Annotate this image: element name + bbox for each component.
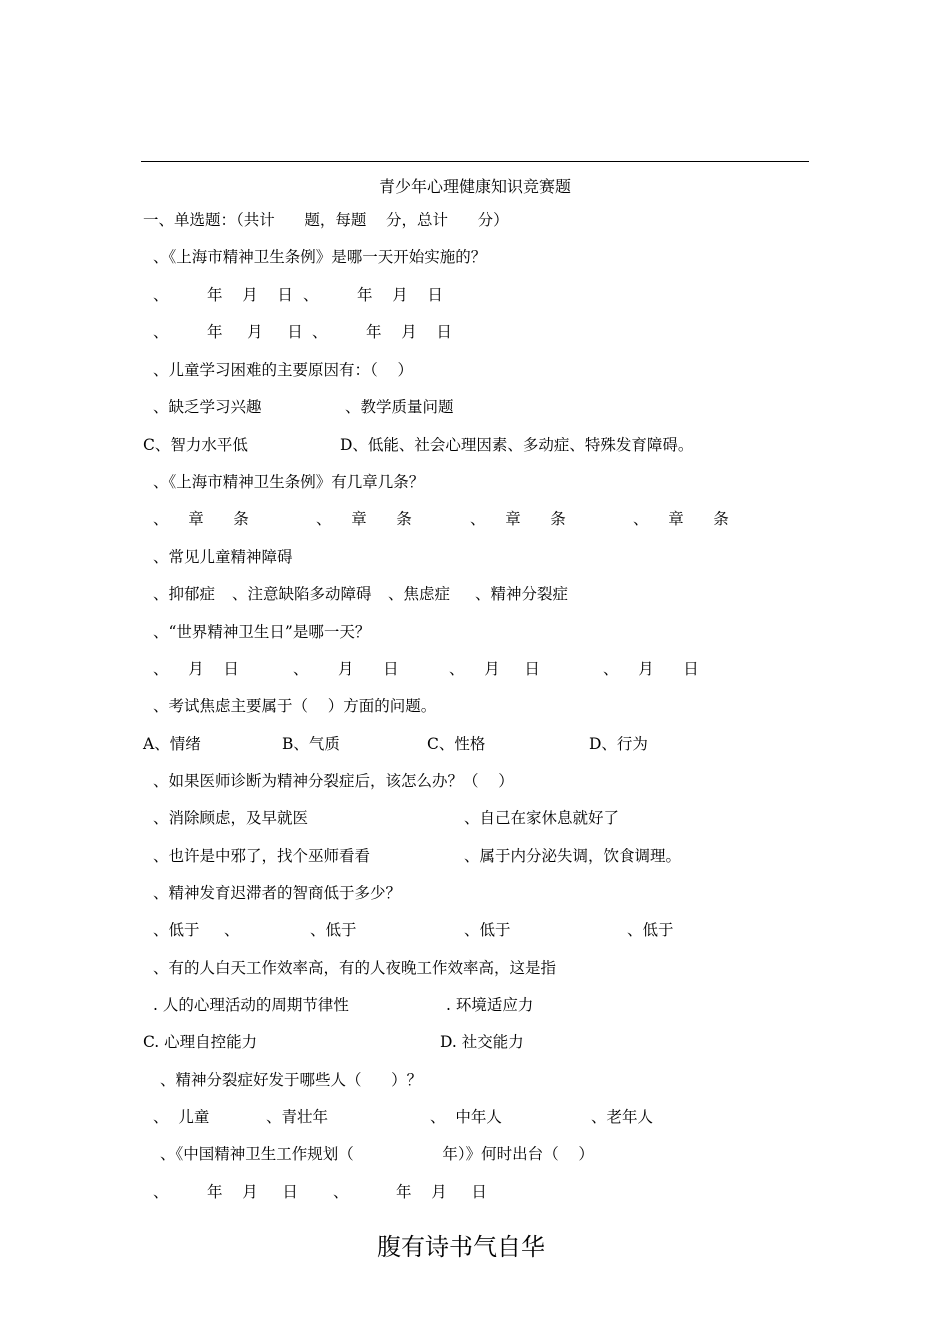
question-4-option-d: 、精神分裂症 [475,585,569,603]
question-4-option-b: 、注意缺陷多动障碍 [232,585,372,603]
question-10-option-b: 、青壮年 [266,1108,329,1126]
question-7-stem: 、如果医师诊断为精神分裂症后，该怎么办？（ ） [153,772,514,790]
question-11-option-a: 、 [153,1183,169,1201]
question-10-option-c: 、 中年人 [430,1108,502,1126]
question-6-option-b: B、气质 [282,735,340,753]
question-1-stem: 、《上海市精神卫生条例》是哪一天开始实施的？ [153,248,487,266]
question-5-stem: 、“世界精神卫生日”是哪一天？ [153,623,371,641]
question-9-option-a: . 人的心理活动的周期节律性 [153,996,349,1014]
page-title: 青少年心理健康知识竞赛题 [378,177,571,196]
section-heading: 一、单选题：（共计 题，每题 分，总计 分） [143,211,509,229]
question-2-option-d: D、低能、社会心理因素、多动症、特殊发育障碍。 [340,436,694,454]
footer-motto: 腹有诗书气自华 [377,1233,545,1261]
question-1-option-c-date: 年 月 日 [207,323,303,341]
question-1-option-c: 、 [153,323,169,341]
question-5-option-c: 、 月 日 [449,660,540,678]
question-6-option-c: C、性格 [427,735,486,753]
question-5-option-a: 、 月 日 [153,660,239,678]
question-8-option-a: 、低于 [153,921,200,939]
question-6-option-a: A、情绪 [143,735,201,753]
question-10-stem: 、精神分裂症好发于哪些人（ ）？ [160,1071,423,1089]
question-2-option-c: C、智力水平低 [143,436,248,454]
question-5-option-d: 、 月 日 [603,660,699,678]
question-3-option-d: 、 章 条 [633,510,729,528]
question-5-option-b: 、 月 日 [293,660,399,678]
question-8-option-b: 、低于 [310,921,357,939]
question-4-option-c: 、焦虑症 [388,585,451,603]
question-7-option-a: 、消除顾虑，及早就医 [153,809,309,827]
question-3-stem: 、《上海市精神卫生条例》有几章几条？ [153,473,425,491]
question-4-option-a: 、抑郁症 [153,585,216,603]
header-rule [141,161,809,162]
question-11-option-b: 、 [333,1183,349,1201]
question-3-option-a: 、 章 条 [153,510,249,528]
question-1-option-a: 、 [153,286,169,304]
question-2-option-b: 、教学质量问题 [345,398,454,416]
question-8-stem: 、精神发育迟滞者的智商低于多少？ [153,884,402,902]
question-10-option-a: 、 儿童 [153,1108,210,1126]
question-8-option-d: 、低于 [627,921,674,939]
question-1-option-d: 、 [312,323,328,341]
question-6-option-d: D、行为 [589,735,648,753]
question-3-option-b: 、 章 条 [316,510,412,528]
question-11-option-a-date: 年 月 日 [207,1183,298,1201]
question-10-option-d: 、老年人 [591,1108,654,1126]
question-9-option-d: D. 社交能力 [440,1033,524,1051]
question-2-option-a: 、缺乏学习兴趣 [153,398,262,416]
question-4-stem: 、常见儿童精神障碍 [153,548,293,566]
question-1-option-a-date: 年 月 日 [207,286,293,304]
question-1-option-b-date: 年 月 日 [357,286,443,304]
question-1-option-d-date: 年 月 日 [366,323,452,341]
question-11-stem: 、《中国精神卫生工作规划（ 年）》何时出台（ ） [160,1145,594,1163]
question-1-option-b: 、 [303,286,319,304]
question-9-stem: 、有的人白天工作效率高，有的人夜晚工作效率高，这是指 [153,959,557,977]
question-9-option-c: C. 心理自控能力 [143,1033,258,1051]
question-8-option-c: 、低于 [464,921,511,939]
question-2-stem: 、儿童学习困难的主要原因有：（ ） [153,361,413,379]
question-9-option-b: . 环境适应力 [446,996,534,1014]
question-8-option-a-extra: 、 [224,921,240,939]
question-7-option-d: 、属于内分泌失调，饮食调理。 [464,847,682,865]
question-6-stem: 、考试焦虑主要属于（ ）方面的问题。 [153,697,437,715]
question-11-option-b-date: 年 月 日 [396,1183,487,1201]
question-3-option-c: 、 章 条 [470,510,566,528]
question-7-option-c: 、也许是中邪了，找个巫师看看 [153,847,371,865]
question-7-option-b: 、自己在家休息就好了 [464,809,620,827]
